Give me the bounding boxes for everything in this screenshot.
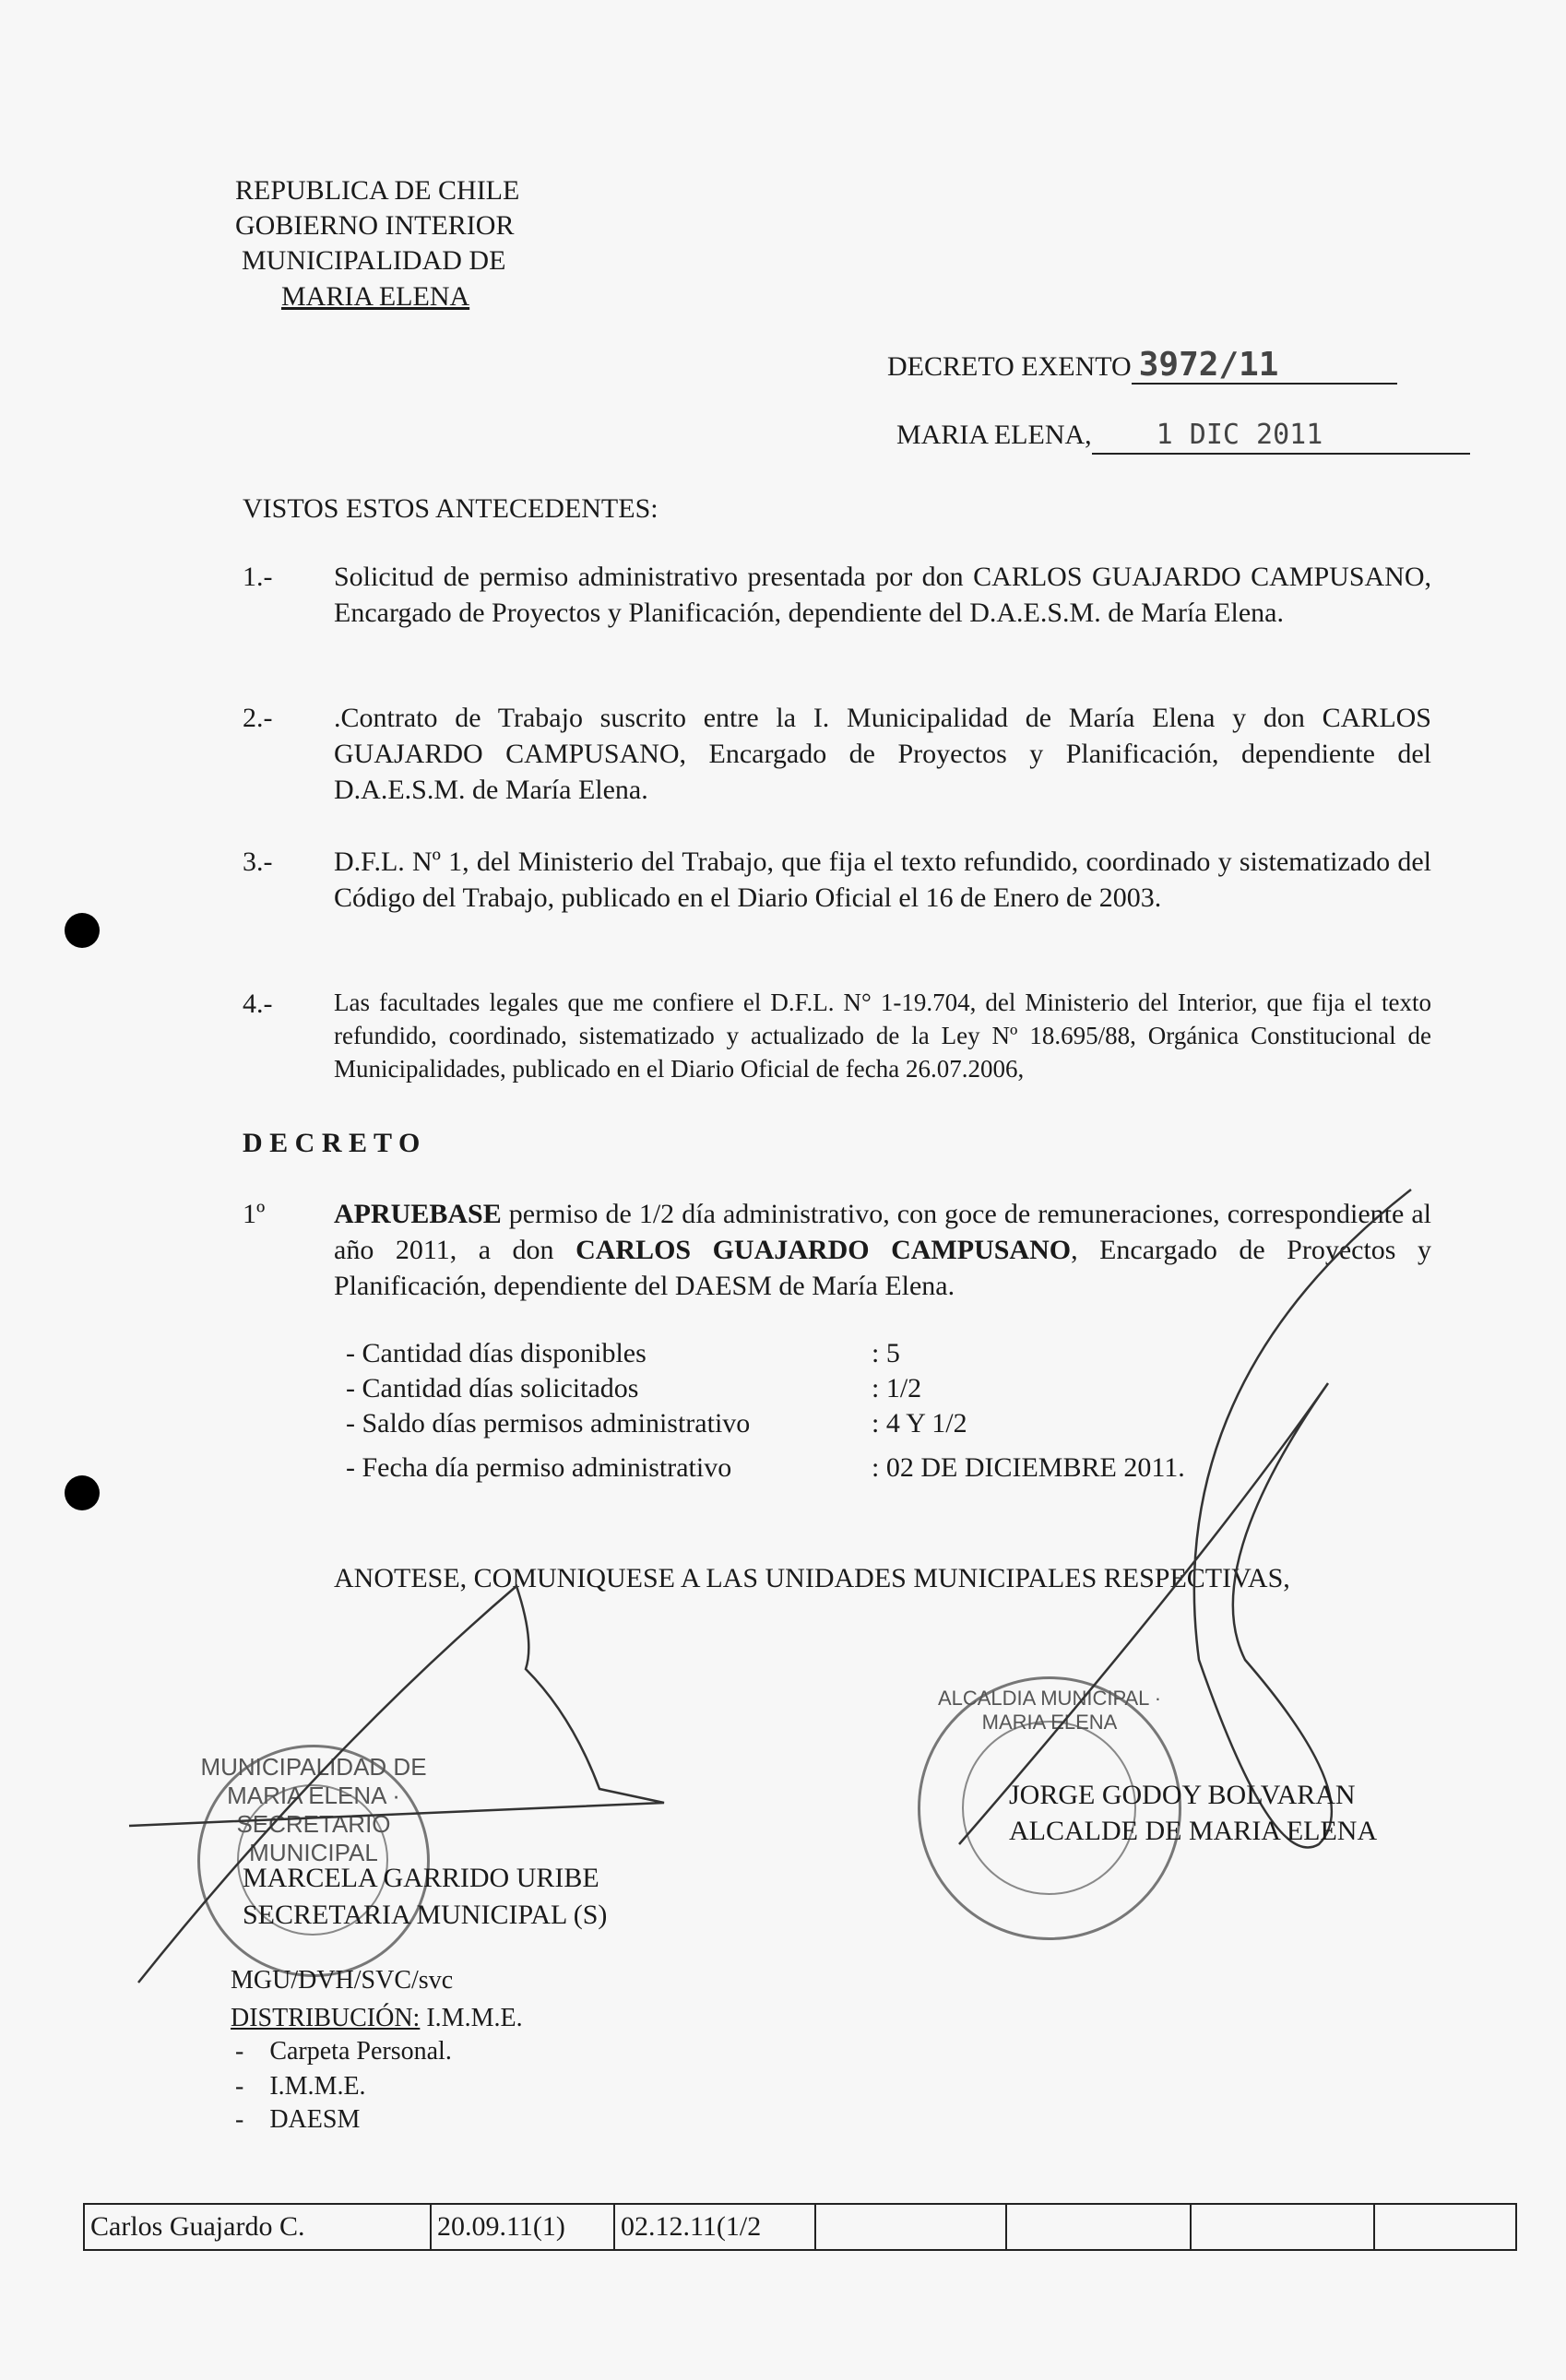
detail-label: - Fecha día permiso administrativo: [346, 1452, 732, 1483]
distribution-item: - I.M.M.E.: [235, 2072, 366, 2101]
decree-date: 1 DIC 2011: [1092, 417, 1470, 455]
detail-value: : 5: [872, 1338, 900, 1368]
item-number: 3.-: [243, 847, 273, 877]
article-span: , Encargado de Proyectos y Planificación, dependiente del DAESM de María Elena.: [334, 1235, 1431, 1301]
stamp-text: ALCALDIA MUNICIPAL · MARIA ELENA: [937, 1687, 1162, 1734]
detail-label: - Cantidad días disponibles: [346, 1338, 647, 1368]
item-text: Solicitud de permiso administrativo presentada por don CARLOS GUAJARDO CAMPUSANO, Encargado de Proyectos y Planificación, dependiente del D.A.E.S.M. de María Elena.: [334, 562, 1431, 628]
table-cell: [1374, 2204, 1516, 2250]
distribution-item: - DAESM: [235, 2105, 361, 2134]
item-text: Las facultades legales que me confiere el D.F.L. N° 1-19.704, del Ministerio del Interior, que fija el texto refundido, coordinado, sistematizado y actualizado de la Ley Nº 18.695/88, Orgánica Constitucional de Municipalidades, publicado en el Diario Oficial de fecha 26.07.2006,: [334, 989, 1431, 1083]
mayor-name: JORGE GODOY BOLVARAN: [1009, 1780, 1356, 1810]
secretary-name: MARCELA GARRIDO URIBE: [243, 1863, 599, 1893]
distribution-label: DISTRIBUCIÓN:: [231, 2004, 421, 2032]
table-cell: Carlos Guajardo C.: [84, 2204, 431, 2250]
table-cell: [1191, 2204, 1374, 2250]
distribution-item: - Carpeta Personal.: [235, 2037, 452, 2066]
permission-log-table: [83, 2203, 1517, 2251]
decreto-heading: D E C R E T O: [243, 1128, 421, 1158]
place-label: MARIA ELENA,: [896, 420, 1092, 450]
table-cell: [1006, 2204, 1191, 2250]
header-line: REPUBLICA DE CHILE: [235, 175, 520, 206]
mayor-title: ALCALDE DE MARIA ELENA: [1009, 1816, 1378, 1846]
distribution: [231, 2000, 523, 2036]
table-cell: [815, 2204, 1006, 2250]
distribution-item-text: I.M.M.E.: [269, 2072, 366, 2101]
distribution-item-text: DAESM: [269, 2105, 361, 2134]
closing-text: ANOTESE, COMUNIQUESE A LAS UNIDADES MUNICIPALES RESPECTIVAS,: [334, 1563, 1290, 1593]
decreto-label-text: DECRETO EXENTO: [887, 351, 1132, 382]
article-number: 1º: [243, 1199, 266, 1229]
table-row: [84, 2204, 1516, 2250]
table-cell: 02.12.11(1/2: [614, 2204, 815, 2250]
table-cell: 20.09.11(1): [431, 2204, 614, 2250]
item-text: D.F.L. Nº 1, del Ministerio del Trabajo, que fija el texto refundido, coordinado y sistematizado del Código del Trabajo, publicado en el Diario Oficial el 16 de Enero de 2003.: [334, 847, 1431, 913]
item-number: 1.-: [243, 562, 273, 592]
detail-value: : 1/2: [872, 1373, 922, 1403]
secretary-title: SECRETARIA MUNICIPAL (S): [243, 1900, 608, 1930]
header-line: MUNICIPALIDAD DE: [242, 245, 506, 276]
detail-label: - Saldo días permisos administrativo: [346, 1408, 751, 1439]
detail-value: : 02 DE DICIEMBRE 2011.: [872, 1452, 1185, 1483]
decreto-number: 3972/11: [1132, 347, 1397, 385]
detail-label: - Cantidad días solicitados: [346, 1373, 639, 1403]
header-line: MARIA ELENA: [281, 281, 470, 312]
detail-value: : 4 Y 1/2: [872, 1408, 967, 1439]
item-number: 4.-: [243, 989, 273, 1019]
article-bold: CARLOS GUAJARDO CAMPUSANO: [575, 1235, 1072, 1265]
article-span: permiso de 1/2 día administrativo, con goce de remuneraciones, correspondiente al año 2011, a don: [334, 1199, 1431, 1265]
distribution-value: I.M.M.E.: [420, 2004, 523, 2032]
initials: MGU/DVH/SVC/svc: [231, 1966, 454, 1995]
item-text: .Contrato de Trabajo suscrito entre la I. Municipalidad de María Elena y don CARLOS GUAJARDO CAMPUSANO, Encargado de Proyectos y Planificación, dependiente del D.A.E.S.M. de María Elena.: [334, 703, 1431, 805]
stamp-text: MUNICIPALIDAD DE MARIA ELENA · SECRETARIO MUNICIPAL: [200, 1753, 427, 1866]
distribution-item-text: Carpeta Personal.: [269, 2037, 452, 2066]
article-bold: APRUEBASE: [334, 1199, 502, 1229]
vistos-title: VISTOS ESTOS ANTECEDENTES:: [243, 493, 658, 524]
header-line: GOBIERNO INTERIOR: [235, 210, 515, 241]
item-number: 2.-: [243, 703, 273, 733]
